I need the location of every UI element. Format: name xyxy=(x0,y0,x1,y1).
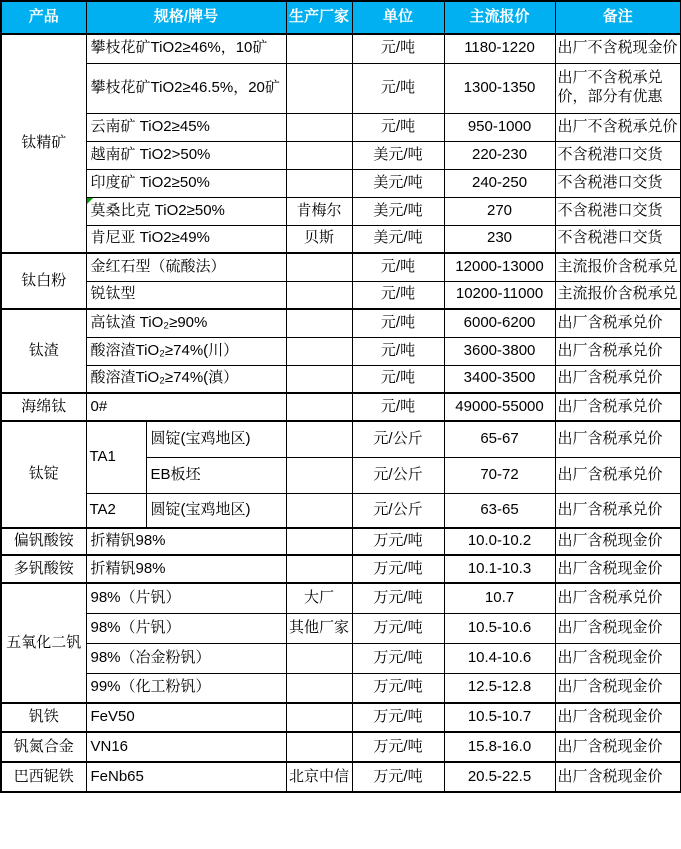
spec-cell: FeNb65 xyxy=(86,762,286,792)
price-cell: 10.4-10.6 xyxy=(444,643,555,673)
unit-cell: 万元/吨 xyxy=(352,762,444,792)
spec-text: 莫桑比克 TiO2≥50% xyxy=(90,201,225,219)
note-cell: 出厂含税现金价 xyxy=(555,673,681,703)
price-cell: 10.7 xyxy=(444,583,555,613)
price-cell: 1300-1350 xyxy=(444,63,555,113)
price-cell: 1180-1220 xyxy=(444,34,555,63)
note-cell: 出厂含税现金价 xyxy=(555,528,681,555)
note-cell: 出厂含税承兑价 xyxy=(555,365,681,393)
spec-cell: 攀枝花矿TiO2≥46.5%，20矿 xyxy=(86,63,286,113)
product-cell: 钛精矿 xyxy=(1,34,86,253)
note-cell: 出厂含税承兑价 xyxy=(555,393,681,421)
spec-cell: 锐钛型 xyxy=(86,281,286,309)
note-cell: 不含税港口交货 xyxy=(555,141,681,169)
spec-cell: 98%（片钒） xyxy=(86,583,286,613)
note-cell: 主流报价含税承兑 xyxy=(555,253,681,281)
product-cell: 钛渣 xyxy=(1,309,86,393)
unit-cell: 万元/吨 xyxy=(352,583,444,613)
unit-cell: 美元/吨 xyxy=(352,169,444,197)
unit-cell: 美元/吨 xyxy=(352,225,444,253)
table-row xyxy=(1,583,681,613)
spec-cell: 云南矿 TiO2≥45% xyxy=(86,113,286,141)
price-cell: 220-230 xyxy=(444,141,555,169)
price-cell: 10.1-10.3 xyxy=(444,555,555,583)
note-cell: 出厂含税承兑价 xyxy=(555,493,681,528)
table-row xyxy=(1,643,681,673)
maker-cell xyxy=(286,393,352,421)
note-cell: 出厂含税现金价 xyxy=(555,762,681,792)
unit-cell: 万元/吨 xyxy=(352,555,444,583)
maker-cell xyxy=(286,113,352,141)
col-header-product: 产品 xyxy=(1,1,86,34)
product-cell: 钛锭 xyxy=(1,421,86,528)
price-cell: 240-250 xyxy=(444,169,555,197)
maker-cell xyxy=(286,337,352,365)
note-cell: 出厂含税现金价 xyxy=(555,643,681,673)
table-row xyxy=(1,169,681,197)
price-cell: 10.5-10.7 xyxy=(444,703,555,732)
col-header-spec: 规格/牌号 xyxy=(86,1,286,34)
spec-cell: EB板坯 xyxy=(146,457,286,493)
spec-cell: 金红石型（硫酸法） xyxy=(86,253,286,281)
spec-cell: 99%（化工粉钒） xyxy=(86,673,286,703)
note-cell: 出厂含税现金价 xyxy=(555,555,681,583)
table-row xyxy=(1,113,681,141)
table-row xyxy=(1,555,681,583)
product-cell: 巴西铌铁 xyxy=(1,762,86,792)
spec-cell: 酸溶渣TiO₂≥74%(滇） xyxy=(86,365,286,393)
product-cell: 偏钒酸铵 xyxy=(1,528,86,555)
maker-cell xyxy=(286,63,352,113)
product-cell: 海绵钛 xyxy=(1,393,86,421)
table-row xyxy=(1,197,681,225)
note-cell: 出厂含税现金价 xyxy=(555,732,681,762)
product-cell: 多钒酸铵 xyxy=(1,555,86,583)
note-cell: 出厂不含税现金价 xyxy=(555,34,681,63)
price-cell: 3400-3500 xyxy=(444,365,555,393)
table-row xyxy=(1,703,681,732)
price-cell: 6000-6200 xyxy=(444,309,555,337)
maker-cell: 肯梅尔 xyxy=(286,197,352,225)
maker-cell xyxy=(286,169,352,197)
note-cell: 出厂含税现金价 xyxy=(555,703,681,732)
price-cell: 12000-13000 xyxy=(444,253,555,281)
unit-cell: 元/吨 xyxy=(352,309,444,337)
note-cell: 不含税港口交货 xyxy=(555,169,681,197)
price-cell: 15.8-16.0 xyxy=(444,732,555,762)
unit-cell: 元/吨 xyxy=(352,113,444,141)
table-row xyxy=(1,421,681,457)
header-row xyxy=(1,1,681,34)
col-header-maker: 生产厂家 xyxy=(286,1,352,34)
unit-cell: 美元/吨 xyxy=(352,197,444,225)
maker-cell xyxy=(286,703,352,732)
spec-cell: 越南矿 TiO2>50% xyxy=(86,141,286,169)
unit-cell: 万元/吨 xyxy=(352,613,444,643)
note-cell: 不含税港口交货 xyxy=(555,197,681,225)
unit-cell: 元/吨 xyxy=(352,34,444,63)
note-cell: 出厂含税承兑价 xyxy=(555,309,681,337)
unit-cell: 万元/吨 xyxy=(352,673,444,703)
price-cell: 3600-3800 xyxy=(444,337,555,365)
maker-cell xyxy=(286,732,352,762)
unit-cell: 万元/吨 xyxy=(352,643,444,673)
price-cell: 10.5-10.6 xyxy=(444,613,555,643)
table-row xyxy=(1,762,681,792)
table-row xyxy=(1,493,681,528)
price-cell: 10200-11000 xyxy=(444,281,555,309)
table-row xyxy=(1,337,681,365)
spec-cell: VN16 xyxy=(86,732,286,762)
unit-cell: 万元/吨 xyxy=(352,732,444,762)
product-cell: 钛白粉 xyxy=(1,253,86,309)
note-cell: 出厂含税现金价 xyxy=(555,613,681,643)
table-row xyxy=(1,281,681,309)
note-cell: 出厂含税承兑价 xyxy=(555,457,681,493)
maker-cell: 北京中信 xyxy=(286,762,352,792)
table-row xyxy=(1,309,681,337)
spec-cell xyxy=(86,197,286,225)
unit-cell: 元/吨 xyxy=(352,253,444,281)
product-cell: 钒氮合金 xyxy=(1,732,86,762)
spec-cell: 折精钒98% xyxy=(86,555,286,583)
table-row xyxy=(1,673,681,703)
unit-cell: 元/吨 xyxy=(352,365,444,393)
maker-cell xyxy=(286,555,352,583)
maker-cell xyxy=(286,643,352,673)
table-row xyxy=(1,365,681,393)
product-cell: 钒铁 xyxy=(1,703,86,732)
maker-cell xyxy=(286,253,352,281)
note-cell: 出厂含税承兑价 xyxy=(555,421,681,457)
note-cell: 出厂不含税承兑价 xyxy=(555,113,681,141)
unit-cell: 元/公斤 xyxy=(352,457,444,493)
note-cell: 出厂不含税承兑价，部分有优惠 xyxy=(555,63,681,113)
spec-cell: 高钛渣 TiO₂≥90% xyxy=(86,309,286,337)
price-cell: 270 xyxy=(444,197,555,225)
unit-cell: 美元/吨 xyxy=(352,141,444,169)
grade-cell: TA2 xyxy=(86,493,146,528)
spec-cell: 0# xyxy=(86,393,286,421)
table-row xyxy=(1,141,681,169)
maker-cell xyxy=(286,673,352,703)
table-row xyxy=(1,613,681,643)
price-cell: 230 xyxy=(444,225,555,253)
price-cell: 65-67 xyxy=(444,421,555,457)
grade-cell: TA1 xyxy=(86,421,146,493)
note-cell: 主流报价含税承兑 xyxy=(555,281,681,309)
maker-cell xyxy=(286,281,352,309)
unit-cell: 元/公斤 xyxy=(352,421,444,457)
unit-cell: 元/吨 xyxy=(352,393,444,421)
price-cell: 950-1000 xyxy=(444,113,555,141)
price-cell: 49000-55000 xyxy=(444,393,555,421)
spec-cell: 攀枝花矿TiO2≥46%，10矿 xyxy=(86,34,286,63)
col-header-note: 备注 xyxy=(555,1,681,34)
spec-cell: 折精钒98% xyxy=(86,528,286,555)
unit-cell: 万元/吨 xyxy=(352,703,444,732)
table-row xyxy=(1,63,681,113)
maker-cell xyxy=(286,365,352,393)
price-cell: 10.0-10.2 xyxy=(444,528,555,555)
maker-cell: 大厂 xyxy=(286,583,352,613)
spec-cell: FeV50 xyxy=(86,703,286,732)
maker-cell: 贝斯 xyxy=(286,225,352,253)
spec-cell: 98%（冶金粉钒） xyxy=(86,643,286,673)
maker-cell xyxy=(286,309,352,337)
maker-cell xyxy=(286,528,352,555)
table-row xyxy=(1,528,681,555)
col-header-price: 主流报价 xyxy=(444,1,555,34)
note-cell: 出厂含税承兑价 xyxy=(555,337,681,365)
maker-cell xyxy=(286,34,352,63)
price-cell: 20.5-22.5 xyxy=(444,762,555,792)
note-cell: 出厂含税承兑价 xyxy=(555,583,681,613)
table-row xyxy=(1,225,681,253)
maker-cell xyxy=(286,493,352,528)
maker-cell: 其他厂家 xyxy=(286,613,352,643)
table-row xyxy=(1,34,681,63)
product-cell: 五氧化二钒 xyxy=(1,583,86,703)
unit-cell: 元/吨 xyxy=(352,63,444,113)
spec-cell: 圆锭(宝鸡地区) xyxy=(146,421,286,457)
unit-cell: 元/公斤 xyxy=(352,493,444,528)
maker-cell xyxy=(286,421,352,457)
cell-comment-marker-icon xyxy=(87,198,93,204)
unit-cell: 万元/吨 xyxy=(352,528,444,555)
table-row xyxy=(1,253,681,281)
spec-cell: 印度矿 TiO2≥50% xyxy=(86,169,286,197)
maker-cell xyxy=(286,141,352,169)
table-row xyxy=(1,732,681,762)
unit-cell: 元/吨 xyxy=(352,281,444,309)
spec-cell: 98%（片钒） xyxy=(86,613,286,643)
spec-cell: 肯尼亚 TiO2≥49% xyxy=(86,225,286,253)
price-cell: 12.5-12.8 xyxy=(444,673,555,703)
maker-cell xyxy=(286,457,352,493)
table-row xyxy=(1,393,681,421)
col-header-unit: 单位 xyxy=(352,1,444,34)
spec-cell: 酸溶渣TiO₂≥74%(川） xyxy=(86,337,286,365)
spec-cell: 圆锭(宝鸡地区) xyxy=(146,493,286,528)
price-cell: 63-65 xyxy=(444,493,555,528)
price-cell: 70-72 xyxy=(444,457,555,493)
unit-cell: 元/吨 xyxy=(352,337,444,365)
note-cell: 不含税港口交货 xyxy=(555,225,681,253)
